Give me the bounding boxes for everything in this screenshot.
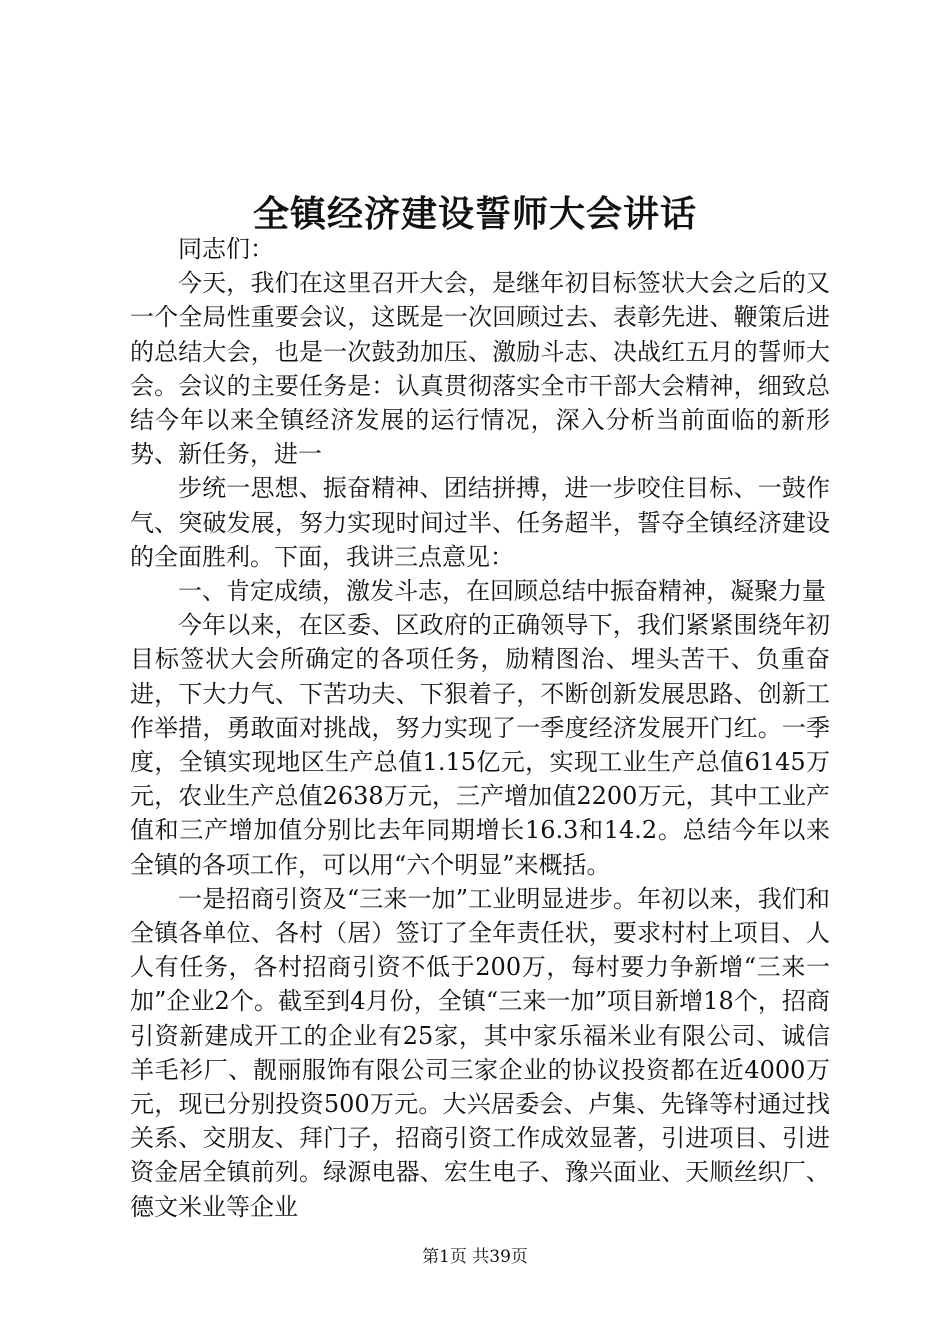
page-number-footer: 第1页 共39页	[422, 1247, 528, 1267]
body-paragraph: 步统一思想、振奋精神、团结拼搏，进一步咬住目标、一鼓作气、突破发展，努力实现时间过半、任务超半，誓夺全镇经济建设的全面胜利。下面，我讲三点意见：	[130, 474, 830, 571]
body-paragraph: 今年以来，在区委、区政府的正确领导下，我们紧紧围绕年初目标签状大会所确定的各项任务，励精图治、埋头苦干、负重奋进，下大力气、下苦功夫、下狠着子，不断创新发展思路、创新工作举措，勇敢面对挑战，努力实现了一季度经济发展开门红。一季度，全镇实现地区生产总值1.15亿元，实现工业生产总值6145万元，农业生产总值2638万元，三产增加值2200万元，其中工业产值和三产增加值分别比去年同期增长16.3和14.2。总结今年以来全镇的各项工作，可以用“六个明显”来概括。	[130, 611, 830, 879]
document-body	[130, 232, 830, 1224]
section-heading: 一、肯定成绩，激发斗志，在回顾总结中振奋精神，凝聚力量	[178, 577, 826, 606]
document-title: 全镇经济建设誓师大会讲话	[252, 193, 697, 235]
salutation-paragraph: 同志们：	[178, 235, 274, 263]
body-paragraph: 今天，我们在这里召开大会，是继年初目标签状大会之后的又一个全局性重要会议，这既是一次回顾过去、表彰先进、鞭策后进的总结大会，也是一次鼓劲加压、激励斗志、决战红五月的誓师大会。会议的主要任务是：认真贯彻落实全市干部大会精神，细致总结今年以来全镇经济发展的运行情况，深入分析当前面临的新形势、新任务，进一	[130, 269, 830, 469]
body-paragraph: 一是招商引资及“三来一加”工业明显进步。年初以来，我们和全镇各单位、各村（居）签订了全年责任状，要求村村上项目、人人有任务，各村招商引资不低于200万，每村要力争新增“三来一加”企业2个。截至到4月份，全镇“三来一加”项目新增18个，招商引资新建成开工的企业有25家，其中家乐福米业有限公司、诚信羊毛衫厂、靓丽服饰有限公司三家企业的协议投资都在近4000万元，现已分别投资500万元。大兴居委会、卢集、先锋等村通过找关系、交朋友、拜门子，招商引资工作成效显著，引进项目、引进资金居全镇前列。绿源电器、宏生电子、豫兴面业、天顺丝织厂、德文米业等企业	[130, 884, 830, 1221]
